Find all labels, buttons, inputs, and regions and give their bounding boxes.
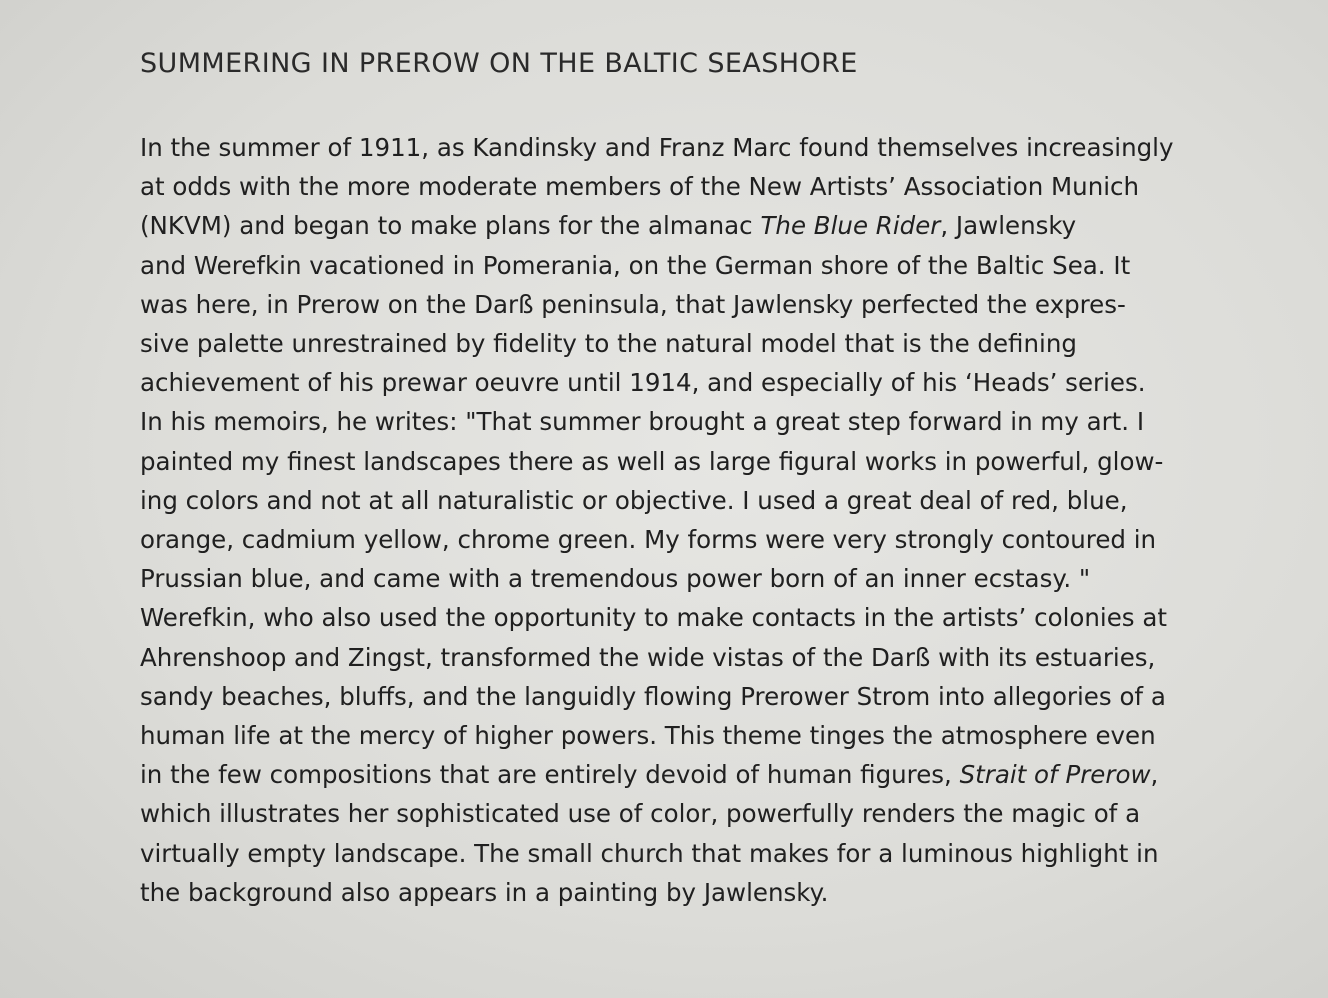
- text-line: sandy beaches, bluffs, and the languidly flowing Prerower Strom into allegories of a: [140, 681, 1166, 711]
- text-line: Werefkin, who also used the opportunity to make contacts in the artists’ colonies at: [140, 603, 1167, 633]
- text-line: In the summer of 1911, as Kandinsky and Franz Marc found themselves increasingly: [140, 133, 1174, 162]
- painting-title: Strait of Prerow: [959, 760, 1151, 790]
- text-line: human life at the mercy of higher powers. This theme tinges the atmosphere even: [140, 721, 1156, 751]
- text-line: Prussian blue, and came with a tremendous power born of an inner ecstasy. ": [140, 564, 1091, 594]
- text-line: sive palette unrestrained by fidelity to the natural model that is the defining: [140, 329, 1077, 359]
- text-line: ing colors and not at all naturalistic or objective. I used a great deal of red, blue,: [140, 485, 1128, 515]
- text-line: (NKVM) and began to make plans for the almanac The Blue Rider, Jawlensky: [140, 211, 1077, 241]
- wall-text-heading: SUMMERING IN PREROW ON THE BALTIC SEASHORE: [140, 48, 858, 79]
- almanac-title: The Blue Rider: [760, 211, 941, 241]
- text-line: the background also appears in a painting by Jawlensky.: [140, 877, 829, 907]
- text-line: achievement of his prewar oeuvre until 1914, and especially of his ‘Heads’ series.: [140, 368, 1146, 398]
- text-line: In his memoirs, he writes: "That summer brought a great step forward in my art. I: [140, 407, 1145, 437]
- text-line: was here, in Prerow on the Darß peninsula, that Jawlensky perfected the expres-: [140, 289, 1126, 319]
- text-line: at odds with the more moderate members of the New Artists’ Association Munich: [140, 172, 1140, 202]
- wall-text-body: [140, 128, 1250, 912]
- text-line: Ahrenshoop and Zingst, transformed the wide vistas of the Darß with its estuaries,: [140, 642, 1156, 672]
- text-line: in the few compositions that are entirely devoid of human figures, Strait of Prerow,: [140, 760, 1159, 790]
- text-line: painted my finest landscapes there as well as large figural works in powerful, glow-: [140, 446, 1164, 476]
- wall-text-panel: [140, 44, 1250, 912]
- text-line: orange, cadmium yellow, chrome green. My forms were very strongly contoured in: [140, 525, 1157, 555]
- text-line: and Werefkin vacationed in Pomerania, on the German shore of the Baltic Sea. It: [140, 250, 1131, 280]
- text-line: which illustrates her sophisticated use of color, powerfully renders the magic of a: [140, 799, 1141, 829]
- text-line: virtually empty landscape. The small church that makes for a luminous highlight in: [140, 838, 1159, 868]
